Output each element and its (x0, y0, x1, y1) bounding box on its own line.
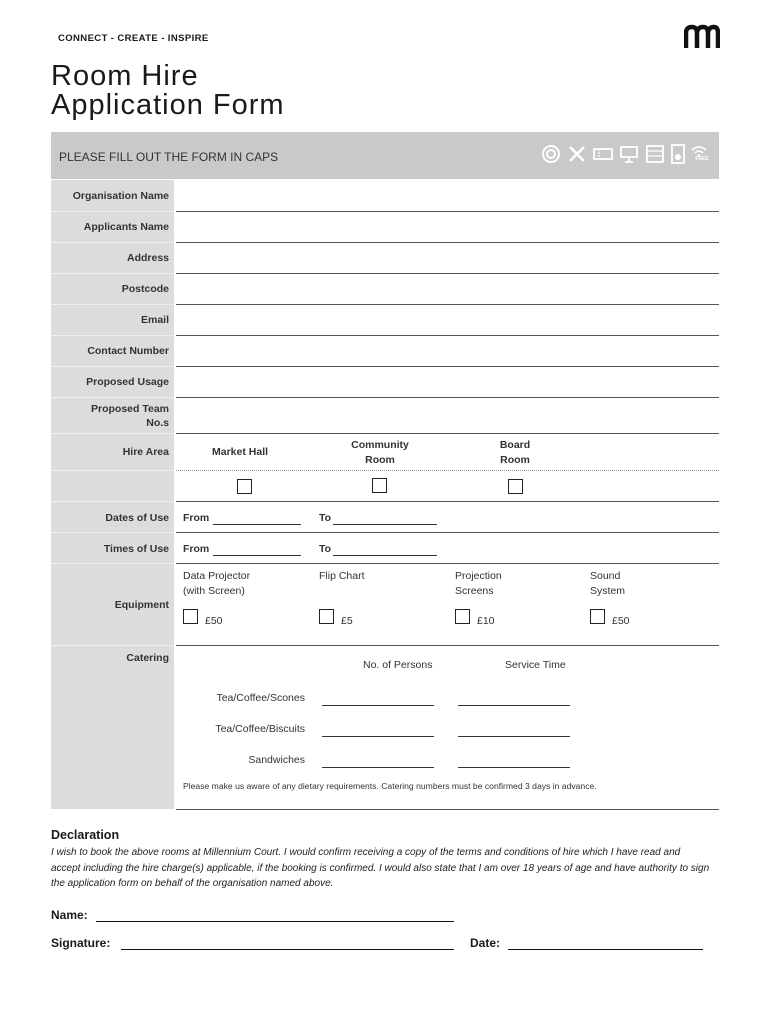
board-line-2: Room (500, 454, 530, 466)
dates-from-label: From (183, 512, 210, 524)
catering-persons-input[interactable] (322, 767, 434, 768)
catering-bottom (176, 809, 719, 810)
times-bottom (176, 563, 719, 564)
hire-area-bottom (176, 501, 719, 502)
hire-area-divider (176, 470, 719, 471)
flip-chart-checkbox[interactable] (319, 609, 334, 624)
separator (51, 397, 174, 399)
form-title (51, 62, 285, 120)
tagline: CONNECT - CREATE - INSPIRE (58, 33, 209, 44)
community-room-label (340, 438, 420, 468)
data-projector-checkbox[interactable] (183, 609, 198, 624)
address-input[interactable] (176, 273, 719, 274)
equipment-item (455, 569, 502, 599)
dates-bottom (176, 532, 719, 533)
target-icon (541, 144, 561, 164)
declaration-text: I wish to book the above rooms at Millennium Court. I would confirm receiving a copy of the terms and conditions of hire which I have read and accept including the hire charge(s) applicable, if the booking is confirmed. I would also state that I am over 18 years of age and have authority to sign the application form on behalf of the organisation named above. (51, 847, 710, 889)
equipment-name: Sound (590, 570, 621, 582)
times-from-label: From (183, 543, 210, 555)
dates-to-label: To (319, 512, 332, 524)
dates-label: Dates of Use (105, 512, 169, 524)
catering-item: Tea/Coffee/Scones (216, 692, 305, 704)
wifi-free-label: FREE (695, 156, 709, 162)
equipment-name: Flip Chart (319, 570, 365, 582)
separator (51, 335, 174, 337)
separator (51, 645, 174, 647)
organisation-input[interactable] (176, 211, 719, 212)
catering-time-input[interactable] (458, 705, 570, 706)
catering-time-input[interactable] (458, 767, 570, 768)
name-input[interactable] (96, 921, 454, 922)
separator (51, 433, 174, 435)
dates-from-input[interactable] (213, 524, 301, 525)
separator (51, 211, 174, 213)
equipment-price: £10 (477, 615, 495, 627)
separator (51, 563, 174, 565)
catering-time-header: Service Time (505, 659, 566, 671)
address-label: Address (126, 252, 169, 264)
banner-instruction: PLEASE FILL OUT THE FORM IN CAPS (59, 150, 279, 164)
contact-input[interactable] (176, 366, 719, 367)
sound-system-checkbox[interactable] (590, 609, 605, 624)
equipment-bottom (176, 645, 719, 646)
community-room-checkbox[interactable] (372, 478, 387, 493)
speaker-icon (671, 144, 685, 164)
board-room-checkbox[interactable] (508, 479, 523, 494)
usage-label: Proposed Usage (86, 376, 169, 388)
catering-persons-input[interactable] (322, 705, 434, 706)
board-room-label (480, 438, 550, 468)
contact-label: Contact Number (87, 345, 169, 357)
times-from-input[interactable] (213, 555, 301, 556)
millennium-m-logo-icon (684, 24, 720, 50)
equipment-item (590, 569, 625, 599)
applicant-label: Applicants Name (83, 221, 169, 233)
times-to-input[interactable] (333, 555, 437, 556)
equipment-name: Data Projector (183, 570, 251, 582)
organisation-label: Organisation Name (72, 190, 169, 202)
catering-note: Please make us aware of any dietary requirements. Catering numbers must be confirmed 3 days in advance. (183, 781, 597, 791)
catering-label: Catering (126, 652, 169, 664)
separator (51, 242, 174, 244)
separator (51, 304, 174, 306)
equipment-item (319, 569, 365, 584)
separator (51, 501, 174, 503)
team-input[interactable] (176, 433, 719, 434)
team-label-line-1: Proposed Team (91, 403, 169, 415)
team-label-line-2: No.s (146, 417, 169, 429)
applicant-input[interactable] (176, 242, 719, 243)
equipment-name: Projection (455, 570, 502, 582)
separator (51, 532, 174, 534)
team-label (51, 402, 174, 430)
wifi-icon (691, 146, 713, 162)
community-line-1: Community (351, 439, 409, 451)
projection-screens-checkbox[interactable] (455, 609, 470, 624)
declaration-heading: Declaration (51, 828, 120, 842)
equipment-label: Equipment (114, 599, 169, 611)
title-line-2: Application Form (51, 89, 285, 121)
separator (51, 273, 174, 275)
facility-icons (541, 144, 713, 164)
equipment-item (183, 569, 250, 599)
title-line-1: Room Hire (51, 60, 199, 92)
date-label: Date: (470, 936, 501, 950)
times-label: Times of Use (103, 543, 169, 555)
signature-input[interactable] (121, 949, 454, 950)
catering-persons-header: No. of Persons (363, 659, 433, 671)
screen-icon (645, 144, 665, 164)
signature-label: Signature: (51, 936, 111, 950)
board-line-1: Board (499, 439, 531, 451)
postcode-input[interactable] (176, 304, 719, 305)
catering-item: Tea/Coffee/Biscuits (215, 723, 305, 735)
separator (51, 470, 174, 472)
equipment-price: £50 (612, 615, 630, 627)
ticket-icon (593, 147, 613, 161)
dates-to-input[interactable] (333, 524, 437, 525)
projector-icon (619, 144, 639, 164)
catering-item: Sandwiches (248, 754, 305, 766)
email-input[interactable] (176, 335, 719, 336)
equipment-name-line-2: Screens (455, 585, 494, 597)
equipment-price: £50 (205, 615, 223, 627)
community-line-2: Room (365, 454, 395, 466)
equipment-name-line-2: System (590, 585, 626, 597)
instruction-banner (51, 132, 719, 179)
equipment-price: £5 (341, 615, 353, 627)
equipment-name-line-2: (with Screen) (183, 585, 245, 597)
catering-time-input[interactable] (458, 736, 570, 737)
name-label: Name: (51, 908, 88, 922)
usage-input[interactable] (176, 397, 719, 398)
date-input[interactable] (508, 949, 703, 950)
market-hall-label: Market Hall (212, 446, 269, 458)
market-hall-checkbox[interactable] (237, 479, 252, 494)
catering-persons-input[interactable] (322, 736, 434, 737)
postcode-label: Postcode (121, 283, 169, 295)
times-to-label: To (319, 543, 332, 555)
separator (51, 366, 174, 368)
hire-area-label: Hire Area (122, 446, 169, 458)
cutlery-icon (567, 144, 587, 164)
email-label: Email (140, 314, 169, 326)
